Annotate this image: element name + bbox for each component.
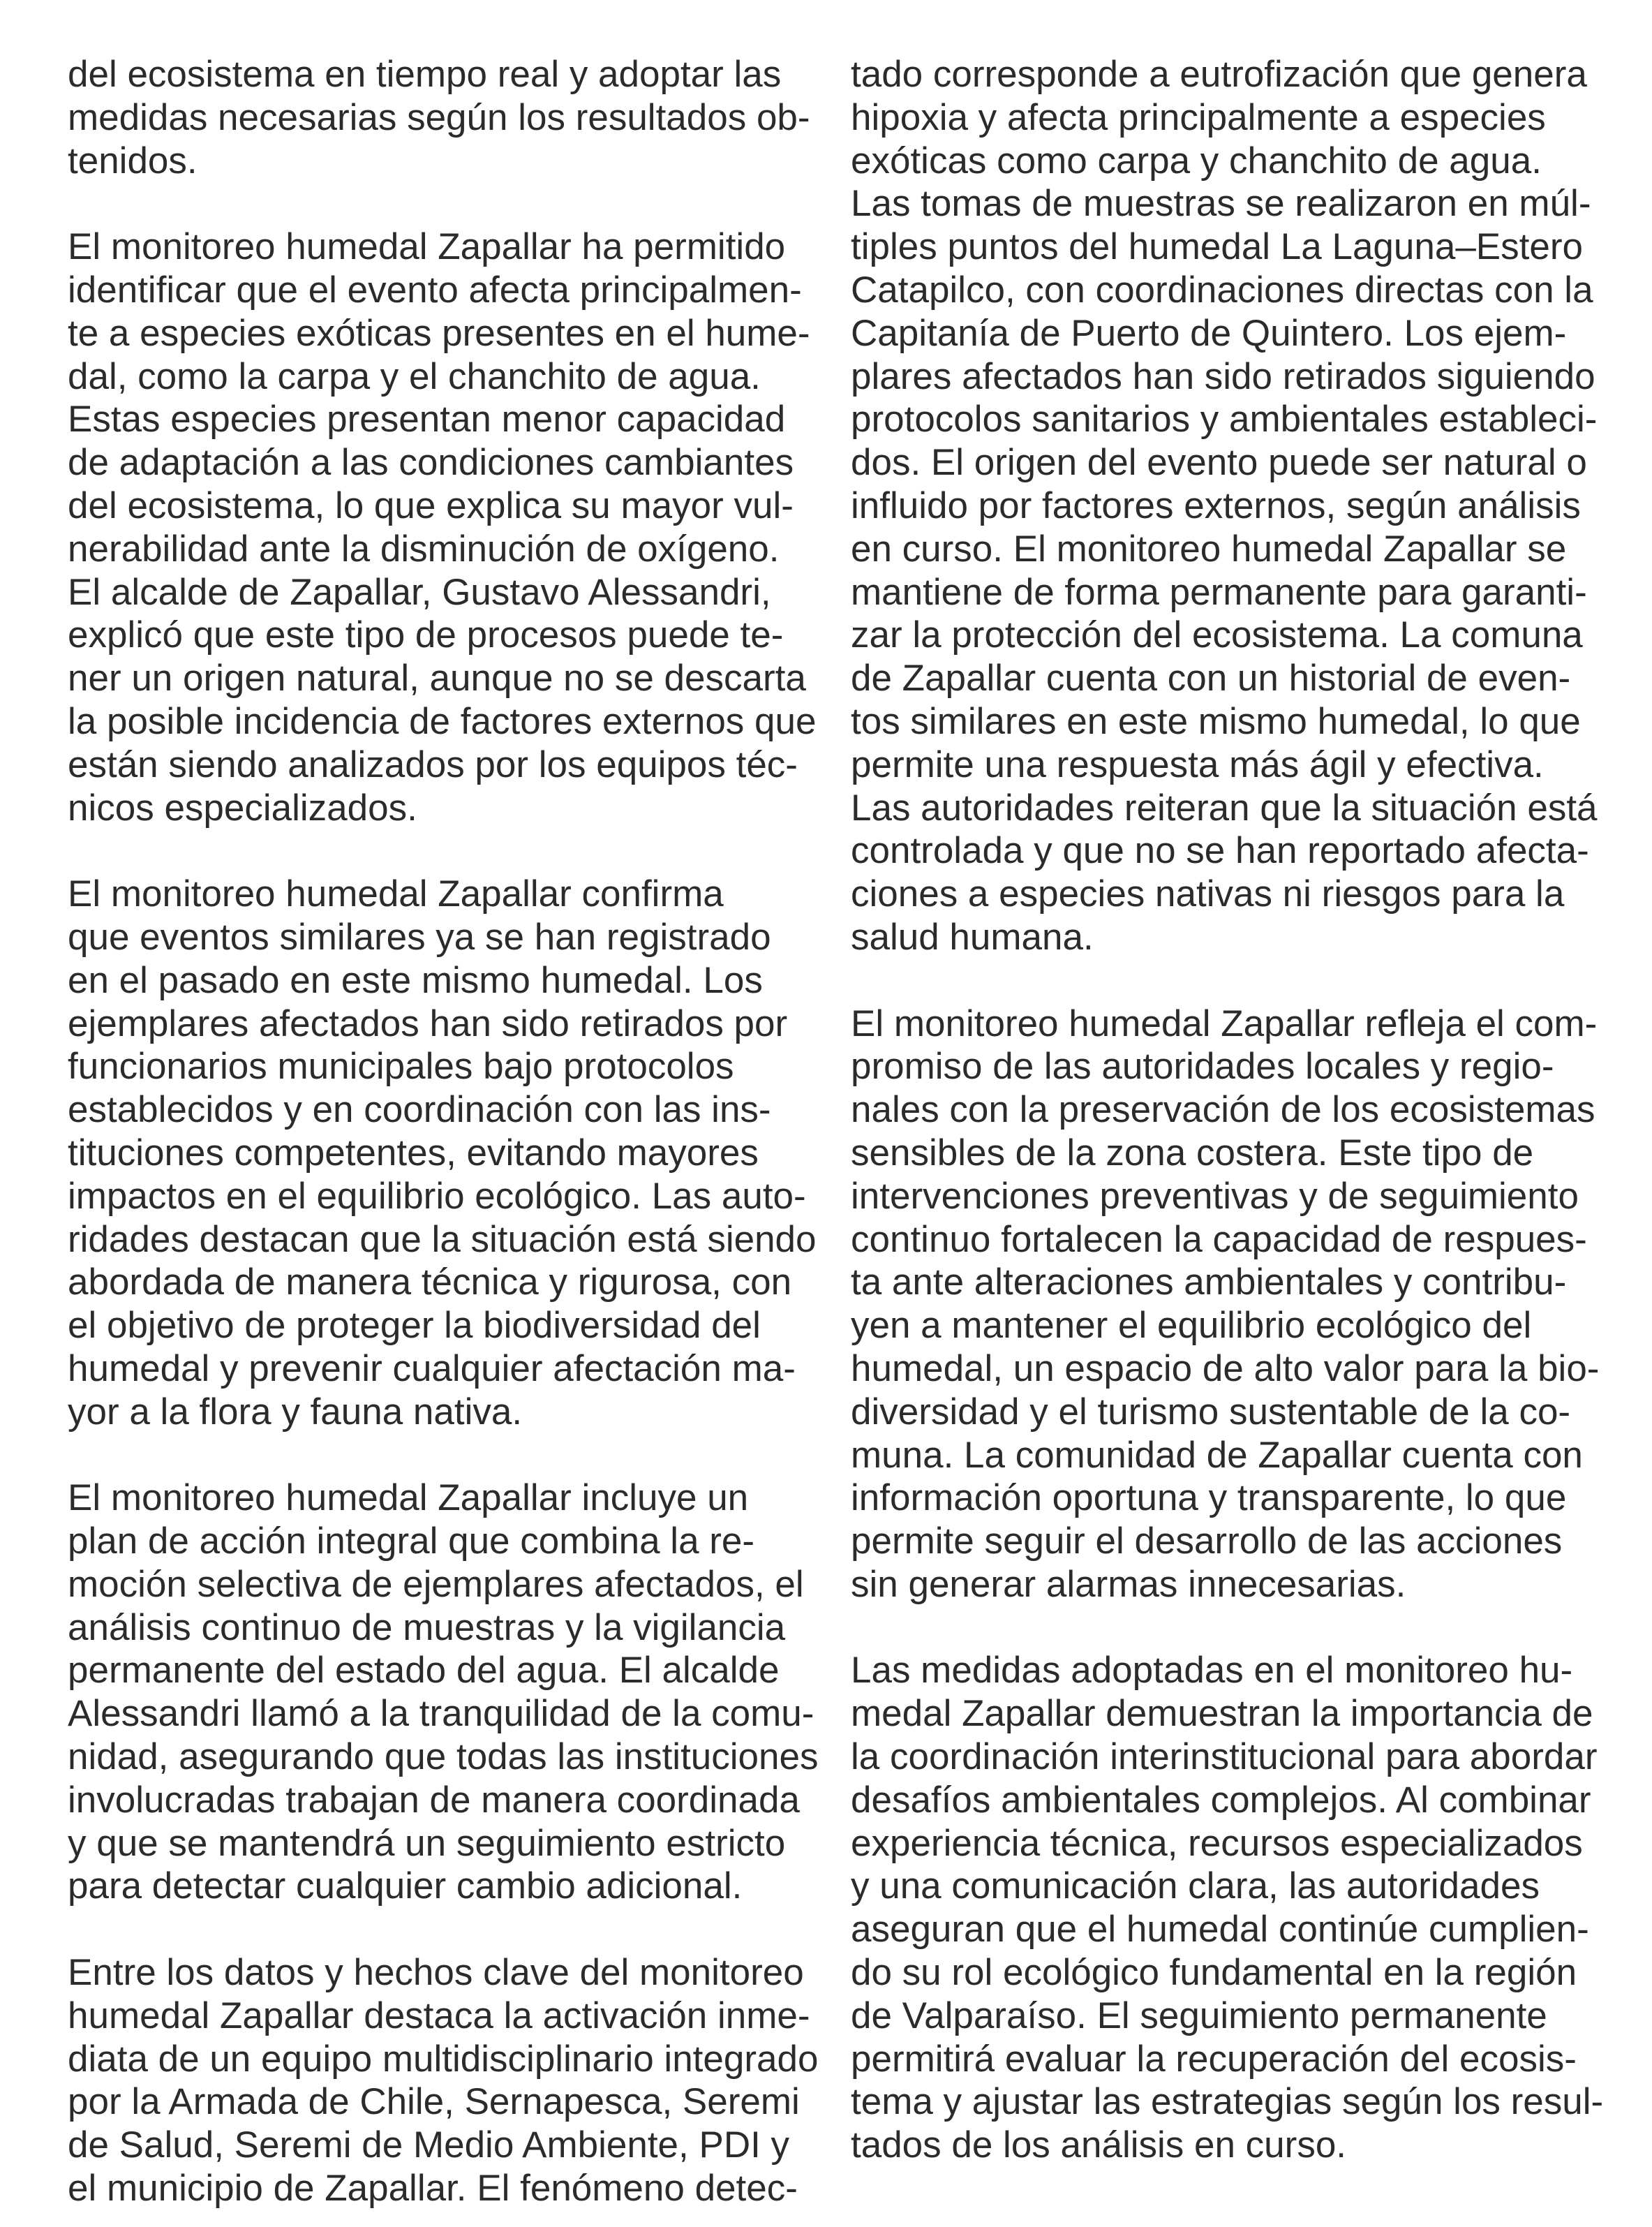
text-line: exóticas como carpa y chanchito de agua. bbox=[851, 140, 1542, 182]
text-line: permite seguir el desarrollo de las acciones bbox=[851, 1521, 1563, 1562]
text-line: experiencia técnica, recursos especializados bbox=[851, 1822, 1583, 1864]
text-line: aseguran que el humedal continúe cumplien- bbox=[851, 1909, 1589, 1951]
text-line: de Zapallar cuenta con un historial de even- bbox=[851, 658, 1571, 700]
text-line: medal Zapallar demuestran la importancia de bbox=[851, 1693, 1593, 1735]
text-line: zar la protección del ecosistema. La comuna bbox=[851, 614, 1583, 656]
text-line: medidas necesarias según los resultados ob- bbox=[68, 96, 810, 138]
text-line: Estas especies presentan menor capacidad bbox=[68, 399, 786, 441]
text-line: de Valparaíso. El seguimiento permanente bbox=[851, 1995, 1547, 2036]
text-line: salud humana. bbox=[851, 916, 1094, 958]
text-line: ta ante alteraciones ambientales y contribu- bbox=[851, 1262, 1567, 1303]
text-line: permite una respuesta más ágil y efectiva. bbox=[851, 743, 1544, 785]
text-line: del ecosistema en tiempo real y adoptar las bbox=[68, 54, 782, 95]
text-line: yen a mantener el equilibrio ecológico del bbox=[851, 1305, 1532, 1347]
text-line: la coordinación interinstitucional para abordar bbox=[851, 1736, 1598, 1778]
text-line: tiples puntos del humedal La Laguna–Estero bbox=[851, 226, 1583, 268]
text-line: ciones a especies nativas ni riesgos para la bbox=[851, 873, 1565, 915]
text-line: abordada de manera técnica y rigurosa, con bbox=[68, 1262, 792, 1303]
text-line: sensibles de la zona costera. Este tipo de bbox=[851, 1132, 1534, 1174]
text-line: sin generar alarmas innecesarias. bbox=[851, 1563, 1406, 1605]
text-line: controlada y que no se han reportado afecta- bbox=[851, 830, 1589, 872]
text-line: nicos especializados. bbox=[68, 787, 417, 829]
text-line: humedal, un espacio de alto valor para la bio- bbox=[851, 1347, 1600, 1389]
text-line: tituciones competentes, evitando mayores bbox=[68, 1132, 759, 1174]
text-line: para detectar cualquier cambio adicional. bbox=[68, 1865, 743, 1907]
text-line: Las tomas de muestras se realizaron en múl- bbox=[851, 183, 1591, 225]
text-line: Entre los datos y hechos clave del monitoreo bbox=[68, 1952, 804, 1994]
text-line: permitirá evaluar la recuperación del ecosis- bbox=[851, 2038, 1577, 2080]
text-line: de adaptación a las condiciones cambiantes bbox=[68, 442, 794, 484]
text-line: ner un origen natural, aunque no se descarta bbox=[68, 658, 806, 700]
text-line: El monitoreo humedal Zapallar refleja el com- bbox=[851, 1002, 1598, 1044]
text-line: El monitoreo humedal Zapallar ha permitido bbox=[68, 226, 786, 268]
text-line: desafíos ambientales complejos. Al combinar bbox=[851, 1779, 1591, 1821]
text-line: tema y ajustar las estrategias según los resul- bbox=[851, 2081, 1604, 2123]
text-line: humedal Zapallar destaca la activación inme- bbox=[68, 1995, 810, 2036]
text-line: en el pasado en este mismo humedal. Los bbox=[68, 959, 763, 1001]
text-line: por la Armada de Chile, Sernapesca, Seremi bbox=[68, 2081, 800, 2123]
text-line: la posible incidencia de factores externos que bbox=[68, 700, 817, 742]
text-line: y una comunicación clara, las autoridades bbox=[851, 1865, 1540, 1907]
text-line: funcionarios municipales bajo protocolos bbox=[68, 1046, 734, 1088]
text-line: el objetivo de proteger la biodiversidad del bbox=[68, 1305, 761, 1347]
text-line: en curso. El monitoreo humedal Zapallar se bbox=[851, 528, 1567, 570]
paragraph-gap bbox=[68, 829, 801, 873]
text-line: influido por factores externos, según análisis bbox=[851, 484, 1581, 526]
text-line: nidad, asegurando que todas las instituciones bbox=[68, 1736, 819, 1778]
text-line: establecidos y en coordinación con las ins- bbox=[68, 1089, 771, 1131]
paragraph-gap bbox=[68, 182, 801, 225]
text-line: do su rol ecológico fundamental en la región bbox=[851, 1952, 1577, 1994]
paragraph-gap bbox=[68, 1908, 801, 1951]
text-line: dos. El origen del evento puede ser natural o bbox=[851, 442, 1587, 484]
text-line: explicó que este tipo de procesos puede te- bbox=[68, 614, 784, 656]
text-column-right bbox=[851, 53, 1604, 2167]
text-line: moción selectiva de ejemplares afectados, el bbox=[68, 1563, 804, 1605]
text-line: diversidad y el turismo sustentable de la co- bbox=[851, 1391, 1571, 1433]
text-line: tados de los análisis en curso. bbox=[851, 2124, 1347, 2166]
text-line: permanente del estado del agua. El alcalde bbox=[68, 1650, 780, 1692]
text-line: ejemplares afectados han sido retirados por bbox=[68, 1002, 788, 1044]
text-line: yor a la flora y fauna nativa. bbox=[68, 1391, 523, 1433]
text-line: que eventos similares ya se han registrado bbox=[68, 916, 771, 958]
text-line: diata de un equipo multidisciplinario integrado bbox=[68, 2038, 819, 2080]
text-line: tenidos. bbox=[68, 140, 198, 182]
text-line: involucradas trabajan de manera coordinada bbox=[68, 1779, 800, 1821]
text-line: nales con la preservación de los ecosistemas bbox=[851, 1089, 1595, 1131]
text-line: protocolos sanitarios y ambientales estableci- bbox=[851, 399, 1598, 441]
text-line: plan de acción integral que combina la re- bbox=[68, 1521, 755, 1562]
paragraph-gap bbox=[851, 1606, 1584, 1650]
text-line: están siendo analizados por los equipos téc- bbox=[68, 743, 798, 785]
text-line: información oportuna y transparente, lo que bbox=[851, 1477, 1567, 1519]
text-line: muna. La comunidad de Zapallar cuenta con bbox=[851, 1434, 1583, 1476]
text-line: tado corresponde a eutrofización que genera bbox=[851, 54, 1587, 95]
text-line: Capitanía de Puerto de Quintero. Los ejem- bbox=[851, 312, 1567, 354]
paragraph-gap bbox=[851, 959, 1584, 1002]
text-line: dal, como la carpa y el chanchito de agua. bbox=[68, 355, 761, 397]
text-line: tos similares en este mismo humedal, lo que bbox=[851, 700, 1581, 742]
text-line: de Salud, Seremi de Medio Ambiente, PDI y bbox=[68, 2124, 790, 2166]
paragraph-gap bbox=[68, 1434, 801, 1477]
text-column-left bbox=[68, 53, 819, 2210]
text-line: promiso de las autoridades locales y regio- bbox=[851, 1046, 1554, 1088]
text-line: y que se mantendrá un seguimiento estricto bbox=[68, 1822, 786, 1864]
text-line: te a especies exóticas presentes en el hume- bbox=[68, 312, 810, 354]
text-line: Alessandri llamó a la tranquilidad de la comu- bbox=[68, 1693, 814, 1735]
text-line: el municipio de Zapallar. El fenómeno detec- bbox=[68, 2168, 798, 2210]
text-line: El monitoreo humedal Zapallar incluye un bbox=[68, 1477, 749, 1519]
text-line: ridades destacan que la situación está siendo bbox=[68, 1218, 817, 1260]
text-line: El monitoreo humedal Zapallar confirma bbox=[68, 873, 724, 915]
text-line: Catapilco, con coordinaciones directas con la bbox=[851, 269, 1593, 311]
text-line: plares afectados han sido retirados siguiendo bbox=[851, 355, 1595, 397]
text-line: nerabilidad ante la disminución de oxígeno. bbox=[68, 528, 780, 570]
text-line: continuo fortalecen la capacidad de respues- bbox=[851, 1218, 1587, 1260]
text-line: mantiene de forma permanente para garanti- bbox=[851, 571, 1587, 613]
text-line: identificar que el evento afecta principalmen- bbox=[68, 269, 802, 311]
text-line: intervenciones preventivas y de seguimiento bbox=[851, 1175, 1579, 1217]
text-line: El alcalde de Zapallar, Gustavo Alessandri, bbox=[68, 571, 771, 613]
text-line: humedal y prevenir cualquier afectación ma- bbox=[68, 1347, 796, 1389]
text-line: análisis continuo de muestras y la vigilancia bbox=[68, 1606, 786, 1648]
text-line: del ecosistema, lo que explica su mayor vul- bbox=[68, 484, 794, 526]
text-line: Las medidas adoptadas en el monitoreo hu- bbox=[851, 1650, 1573, 1692]
text-line: impactos en el equilibrio ecológico. Las auto- bbox=[68, 1175, 806, 1217]
text-line: Las autoridades reiteran que la situación está bbox=[851, 787, 1598, 829]
text-line: hipoxia y afecta principalmente a especies bbox=[851, 96, 1546, 138]
